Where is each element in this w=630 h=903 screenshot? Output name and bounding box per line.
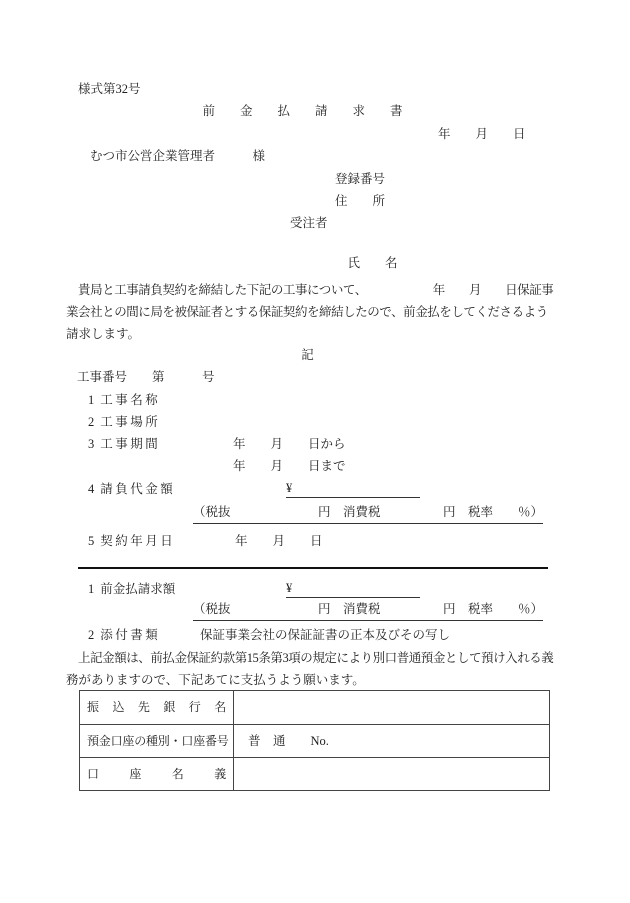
- item-number: 2: [88, 628, 95, 642]
- item-number: 3: [88, 437, 95, 451]
- registration-number-label[interactable]: 登録番号: [335, 172, 386, 186]
- item-work-location[interactable]: [88, 413, 160, 431]
- item-number: 1: [88, 393, 95, 407]
- form-number: 様式第32号: [78, 82, 141, 96]
- notice-line-2: 務がありますので、下記あてに支払うよう願います。: [66, 673, 365, 687]
- bank-transfer-table: [79, 690, 550, 791]
- bank-name-value-cell[interactable]: [234, 691, 549, 724]
- item-label: 前金払請求額: [100, 582, 176, 596]
- contract-tax-breakdown-line: [193, 503, 543, 521]
- date-blank-field[interactable]: 年 月 日: [438, 127, 526, 141]
- tax-breakdown-blank-field[interactable]: （税抜 円 消費税 円 税率 ％）: [193, 600, 543, 621]
- item-number: 2: [88, 415, 95, 429]
- item-label: 契約年月日: [100, 534, 176, 548]
- contract-amount-blank-field[interactable]: [286, 479, 420, 498]
- table-row-account-type-number: [80, 724, 549, 757]
- recipient-line: むつ市公営企業管理者 様: [90, 149, 266, 163]
- name-line: [335, 236, 535, 270]
- work-number-line[interactable]: 工事番号 第 号: [77, 370, 215, 384]
- contractor-label: 受注者: [290, 216, 328, 230]
- item-label: 請負代金額: [100, 482, 176, 496]
- item-label: 工事期間: [100, 437, 161, 451]
- record-heading: 記: [301, 348, 314, 362]
- body-paragraph-line-3: 請求します。: [66, 327, 141, 341]
- item-number: 1: [88, 582, 95, 596]
- attached-documents-value: 保証事業会社の保証証書の正本及びその写し: [200, 628, 451, 642]
- body-paragraph-line-1: 貴局と工事請負契約を締結した下記の工事について、 年 月 日保証事: [66, 283, 554, 297]
- request-amount-blank-field[interactable]: [286, 579, 420, 598]
- item-number: 5: [88, 534, 95, 548]
- item-work-period: [88, 435, 488, 453]
- item-number: 4: [88, 482, 95, 496]
- contract-date-blank[interactable]: 年 月 日: [235, 534, 323, 548]
- period-from-blank[interactable]: 年 月 日から: [233, 437, 346, 451]
- yen-sign: ¥: [286, 581, 293, 595]
- account-type-number-value-cell[interactable]: 普 通 No.: [248, 734, 329, 748]
- item-label: 工事場所: [100, 415, 161, 429]
- address-label[interactable]: 住 所: [335, 194, 386, 208]
- request-amount-line: [88, 580, 488, 598]
- table-row-bank-name: [80, 691, 549, 724]
- item-contract-date: [88, 532, 488, 550]
- request-tax-breakdown-line: [193, 600, 543, 618]
- section-divider-rule: [78, 567, 548, 569]
- body-paragraph-line-2: 業会社との間に局を被保証者とする保証契約を締結したので、前金払をしてくださるよう: [66, 305, 548, 319]
- account-holder-label: 口座名義: [80, 758, 234, 790]
- notice-line-1: 上記金額は、前払金保証約款第15条第3項の規定により別口普通預金として預け入れる義: [66, 651, 554, 665]
- name-label[interactable]: 氏 名: [347, 256, 398, 270]
- account-type-number-label: 預金口座の種別・口座番号: [80, 725, 234, 757]
- document-title-text: 前金払請求書: [202, 104, 428, 118]
- attached-documents-line: [88, 626, 548, 644]
- tax-breakdown-blank-field[interactable]: （税抜 円 消費税 円 税率 ％）: [193, 503, 543, 524]
- item-contract-amount: [88, 480, 488, 498]
- bank-name-label: 振込先銀行名: [80, 691, 234, 724]
- item-label: 工事名称: [100, 393, 161, 407]
- period-to-blank[interactable]: 年 月 日まで: [233, 459, 346, 473]
- item-label: 添付書類: [100, 628, 161, 642]
- item-work-name[interactable]: [88, 391, 160, 409]
- account-holder-value-cell[interactable]: [234, 758, 549, 790]
- table-row-account-holder: [80, 757, 549, 790]
- yen-sign: ¥: [286, 481, 293, 495]
- document-title: [0, 102, 630, 120]
